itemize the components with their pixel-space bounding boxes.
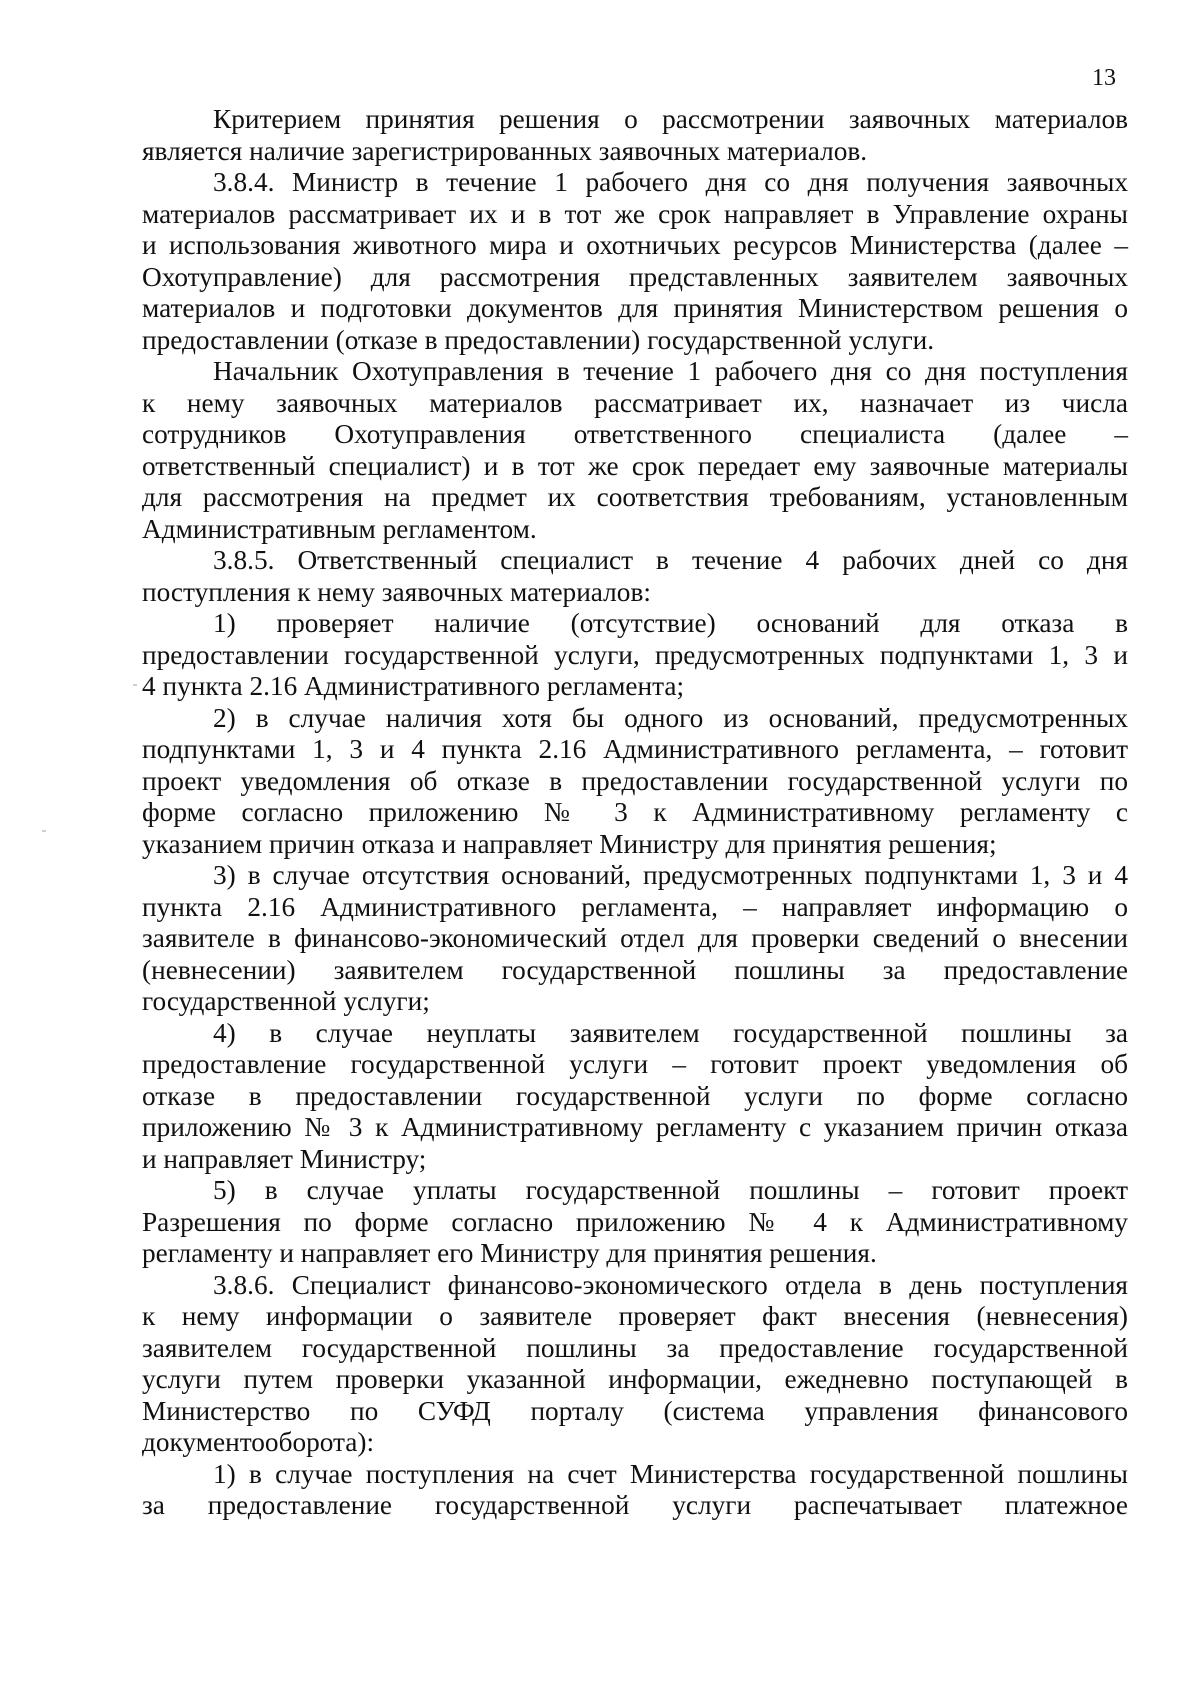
text-line: Министерство по СУФД порталу (система управления финансового (142, 1395, 1128, 1426)
text-line: 1) проверяет наличие (отсутствие) оснований для отказа в (213, 608, 1128, 638)
text-line: 4 пункта 2.16 Административного регламента; (142, 671, 685, 701)
text-line: (невнесении) заявителем государственной пошлины за предоставление (142, 954, 1128, 985)
text-line: 3) в случае отсутствия оснований, предусмотренных подпунктами 1, 3 и 4 (213, 860, 1128, 890)
text-line: государственной услуги; (142, 986, 430, 1016)
text-line: документооборота): (142, 1427, 375, 1457)
text-line: ответственный специалист) и в тот же срок передает ему заявочные материалы (142, 450, 1128, 481)
scan-mark (133, 684, 137, 686)
text-line: материалов рассматривает их и в тот же срок направляет в Управление охраны (142, 198, 1128, 229)
scan-mark (42, 830, 46, 832)
text-line: подпунктами 1, 3 и 4 пункта 2.16 Административного регламента, – готовит (142, 734, 1128, 764)
text-line: проект уведомления об отказе в предоставлении государственной услуги по (142, 765, 1128, 796)
text-line: заявителе в финансово-экономический отдел для проверки сведений о внесении (142, 923, 1128, 953)
paragraph (142, 356, 1128, 545)
text-line: отказе в предоставлении государственной услуги по форме согласно (142, 1080, 1128, 1111)
paragraph (142, 545, 1128, 608)
text-line: материалов и подготовки документов для принятия Министерством решения о (142, 293, 1128, 323)
text-line: за предоставление государственной услуги распечатывает платежное (142, 1490, 1128, 1520)
text-line: заявителем государственной пошлины за предоставление государственной (142, 1332, 1128, 1363)
paragraph (142, 104, 1128, 167)
text-line: 5) в случае уплаты государственной пошлины – готовит проект (213, 1175, 1128, 1205)
text-line: регламенту и направляет его Министру для принятия решения. (142, 1238, 877, 1268)
text-line: указанием причин отказа и направляет Министру для принятия решения; (142, 828, 997, 859)
text-line: поступления к нему заявочных материалов: (142, 576, 651, 607)
text-line: Административным регламентом. (142, 513, 537, 544)
paragraph (142, 1270, 1128, 1459)
text-line: приложению № 3 к Административному регламенту с указанием причин отказа (142, 1112, 1128, 1142)
text-line: предоставлении государственной услуги, предусмотренных подпунктами 1, 3 и (142, 639, 1128, 670)
text-line: 4) в случае неуплаты заявителем государственной пошлины за (213, 1017, 1128, 1048)
text-line: Разрешения по форме согласно приложению № 4 к Административному (142, 1206, 1128, 1237)
text-line: 3.8.4. Министр в течение 1 рабочего дня со дня получения заявочных (213, 167, 1128, 197)
text-line: предоставление государственной услуги – готовит проект уведомления об (142, 1049, 1128, 1079)
text-line: 3.8.5. Ответственный специалист в течение 4 рабочих дней со дня (213, 545, 1128, 575)
paragraph (142, 1459, 1128, 1522)
text-line: предоставлении (отказе в предоставлении) государственной услуги. (142, 324, 935, 355)
text-line: к нему заявочных материалов рассматривает их, назначает из числа (142, 387, 1128, 418)
document-body (142, 104, 1128, 1522)
paragraph (142, 608, 1128, 703)
text-line: является наличие зарегистрированных заявочных материалов. (142, 135, 868, 166)
text-line: сотрудников Охотуправления ответственного специалиста (далее – (142, 419, 1128, 449)
text-line: форме согласно приложению № 3 к Административному регламенту с (142, 797, 1128, 827)
paragraph (142, 703, 1128, 861)
paragraph (142, 167, 1128, 356)
text-line: и направляет Министру; (142, 1143, 427, 1174)
text-line: Критерием принятия решения о рассмотрении заявочных материалов (213, 104, 1128, 134)
paragraph (142, 1175, 1128, 1270)
text-line: 2) в случае наличия хотя бы одного из оснований, предусмотренных (213, 702, 1128, 733)
page-number: 13 (1092, 65, 1116, 91)
text-line: Начальник Охотуправления в течение 1 рабочего дня со дня поступления (213, 356, 1128, 386)
text-line: и использования животного мира и охотничьих ресурсов Министерства (далее – (142, 230, 1128, 260)
text-line: пункта 2.16 Административного регламента, – направляет информацию о (142, 891, 1128, 922)
text-line: для рассмотрения на предмет их соответствия требованиям, установленным (142, 482, 1128, 512)
text-line: услуги путем проверки указанной информации, ежедневно поступающей в (142, 1364, 1128, 1394)
paragraph (142, 1018, 1128, 1176)
text-line: 3.8.6. Специалист финансово-экономического отдела в день поступления (213, 1269, 1128, 1300)
text-line: к нему информации о заявителе проверяет факт внесения (невнесения) (142, 1301, 1128, 1331)
paragraph (142, 860, 1128, 1018)
text-line: 1) в случае поступления на счет Министерства государственной пошлины (213, 1458, 1128, 1489)
text-line: Охотуправление) для рассмотрения представленных заявителем заявочных (142, 261, 1128, 292)
